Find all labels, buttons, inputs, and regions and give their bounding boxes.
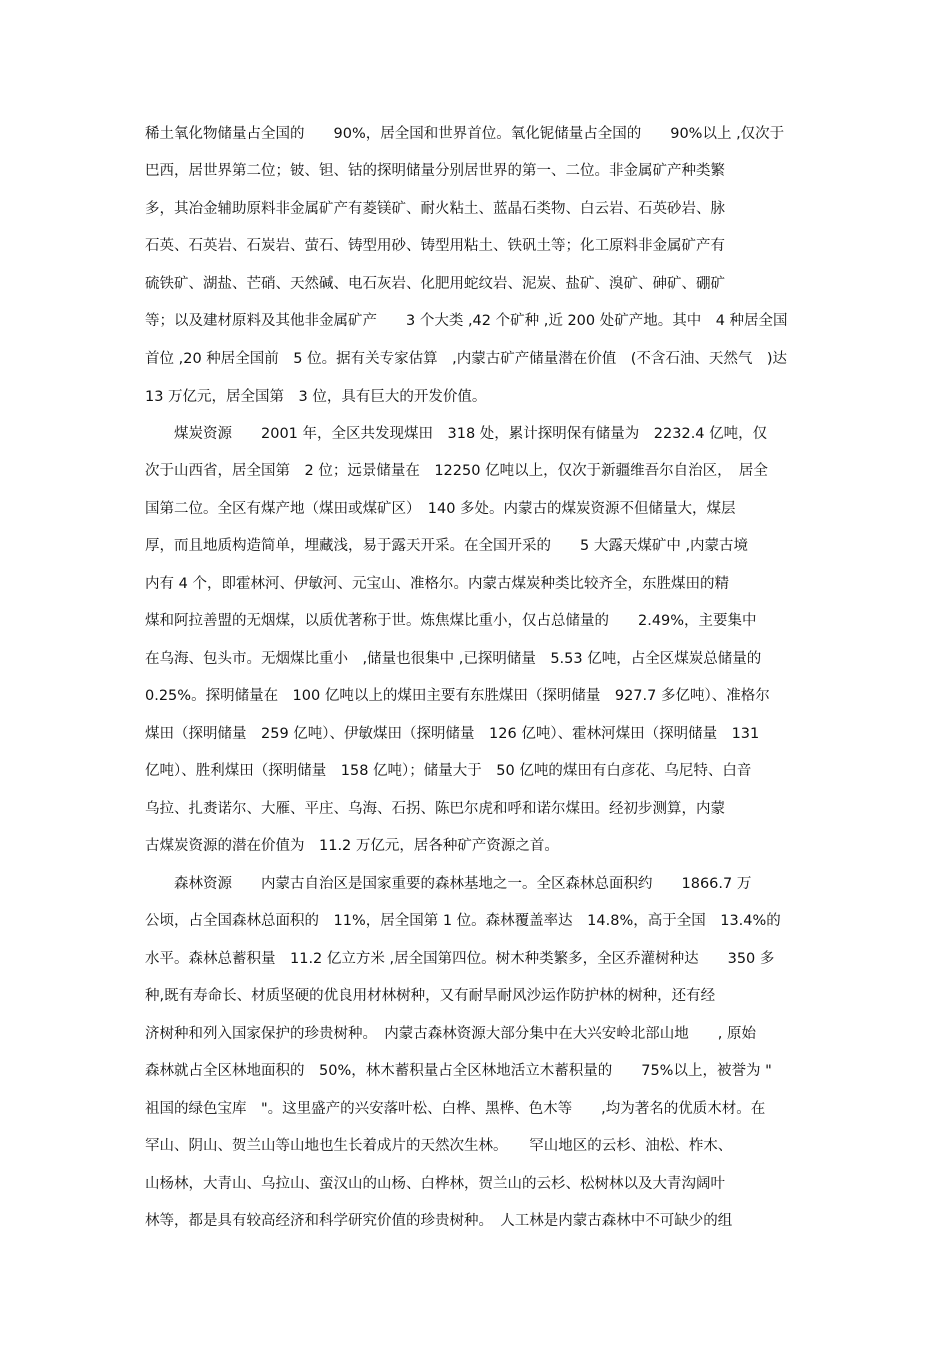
text-line: 煤田（探明储量 259 亿吨）、伊敏煤田（探明储量 126 亿吨）、霍林河煤田（探明储量 131 — [145, 726, 760, 742]
text-line: 公顷，占全国森林总面积的 11%，居全国第 1 位。森林覆盖率达 14.8%，高于全国 13.4%的 — [145, 913, 781, 929]
text-line: 山杨林，大青山、乌拉山、蛮汉山的山杨、白桦林，贺兰山的云杉、松树林以及大青沟阔叶 — [145, 1176, 725, 1192]
text-line: 0.25%。探明储量在 100 亿吨以上的煤田主要有东胜煤田（探明储量 927.7 多亿吨）、准格尔 — [145, 688, 770, 704]
text-line: 罕山、阴山、贺兰山等山地也生长着成片的天然次生林。 罕山地区的云杉、油松、柞木、 — [145, 1138, 733, 1154]
text-line: 在乌海、包头市。无烟煤比重小 ,储量也很集中 ,已探明储量 5.53 亿吨，占全区煤炭总储量的 — [145, 651, 762, 667]
text-line: 亿吨）、胜利煤田（探明储量 158 亿吨）；储量大于 50 亿吨的煤田有白彦花、乌尼特、白音 — [145, 763, 752, 779]
text-line: 次于山西省，居全国第 2 位；远景储量在 12250 亿吨以上，仅次于新疆维吾尔自治区， 居全 — [145, 463, 768, 479]
text-line: 国第二位。全区有煤产地（煤田或煤矿区） 140 多处。内蒙古的煤炭资源不但储量大，煤层 — [145, 501, 736, 517]
text-line: 等；以及建材原料及其他非金属矿产 3 个大类 ,42 个矿种 ,近 200 处矿产地。其中 4 种居全国 — [145, 313, 788, 329]
text-line: 森林就占全区林地面积的 50%，林木蓄积量占全区林地活立木蓄积量的 75%以上，被誉为 " — [145, 1063, 772, 1079]
text-line: 厚，而且地质构造简单，埋藏浅，易于露天开采。在全国开采的 5 大露天煤矿中 ,内蒙古境 — [145, 538, 749, 554]
text-line: 石英、石英岩、石炭岩、萤石、铸型用砂、铸型用粘土、铁矾土等；化工原料非金属矿产有 — [145, 238, 725, 254]
text-line: 首位 ,20 种居全国前 5 位。据有关专家估算 ,内蒙古矿产储量潜在价值 (不含石油、天然气 )达 — [145, 351, 788, 367]
text-line: 森林资源 内蒙古自治区是国家重要的森林基地之一。全区森林总面积约 1866.7 万 — [145, 876, 752, 892]
text-line: 济树种和列入国家保护的珍贵树种。 内蒙古森林资源大部分集中在大兴安岭北部山地 , 原始 — [145, 1026, 756, 1042]
text-line: 林等，都是具有较高经济和科学研究价值的珍贵树种。 人工林是内蒙古森林中不可缺少的组 — [145, 1213, 733, 1229]
text-line: 巴西，居世界第二位；铍、钽、钴的探明储量分别居世界的第一、二位。非金属矿产种类繁 — [145, 163, 725, 179]
text-line: 内有 4 个，即霍林河、伊敏河、元宝山、准格尔。内蒙古煤炭种类比较齐全，东胜煤田的精 — [145, 576, 729, 592]
text-line: 煤炭资源 2001 年，全区共发现煤田 318 处，累计探明保有储量为 2232.4 亿吨，仅 — [145, 426, 768, 442]
text-line: 硫铁矿、湖盐、芒硝、天然碱、电石灰岩、化肥用蛇纹岩、泥炭、盐矿、溴矿、砷矿、硼矿 — [145, 276, 725, 292]
text-line: 祖国的绿色宝库 "。这里盛产的兴安落叶松、白桦、黑桦、色木等 ,均为著名的优质木材。在 — [145, 1101, 766, 1117]
text-line: 煤和阿拉善盟的无烟煤，以质优著称于世。炼焦煤比重小，仅占总储量的 2.49%，主要集中 — [145, 613, 757, 629]
text-line: 水平。森林总蓄积量 11.2 亿立方米 ,居全国第四位。树木种类繁多，全区乔灌树种达 350 多 — [145, 951, 775, 967]
text-line: 乌拉、扎赉诺尔、大雁、平庄、乌海、石拐、陈巴尔虎和呼和诺尔煤田。经初步测算，内蒙 — [145, 801, 725, 817]
text-line: 种,既有寿命长、材质坚硬的优良用材林树种，又有耐旱耐风沙运作防护林的树种，还有经 — [145, 988, 716, 1004]
text-line: 古煤炭资源的潜在价值为 11.2 万亿元，居各种矿产资源之首。 — [145, 838, 559, 854]
text-line: 稀土氧化物储量占全国的 90%，居全国和世界首位。氧化铌储量占全国的 90%以上 ,仅次于 — [145, 126, 785, 142]
text-line: 多，其冶金辅助原料非金属矿产有菱镁矿、耐火粘土、蓝晶石类物、白云岩、石英砂岩、脉 — [145, 201, 725, 217]
text-line: 13 万亿元，居全国第 3 位，具有巨大的开发价值。 — [145, 389, 487, 405]
